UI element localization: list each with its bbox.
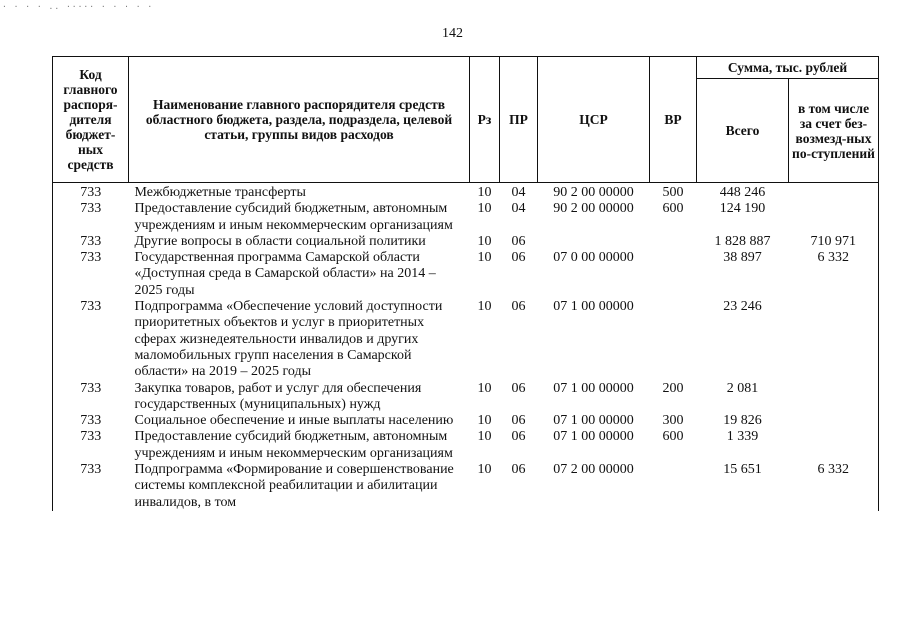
cell-csr: 07 1 00 00000 [553, 299, 634, 315]
table-row [53, 381, 879, 414]
cell-rz: 10 [477, 185, 492, 200]
cell-code: 733 [53, 429, 129, 462]
cell-csr: 90 2 00 00000 [553, 201, 634, 217]
cell-vr: 600 [662, 429, 684, 445]
cell-incl [789, 183, 879, 202]
cell-pr: 06 [511, 413, 526, 429]
cell-incl [789, 381, 879, 414]
cell-rz: 10 [477, 201, 492, 217]
header-csr: ЦСР [538, 57, 650, 183]
table-header [53, 57, 879, 183]
cell-incl [789, 299, 879, 380]
cell-name: Предоставление субсидий бюджетным, автономным учреждениям и иным некоммерческим организациям [134, 201, 453, 233]
cell-name: Подпрограмма «Обеспечение условий доступности приоритетных объектов и услуг в приоритетных сферах жизнедеятельности инвалидов и других маломобильных групп населения в Самарской области» на 2019 – 2025 годы [134, 299, 443, 380]
scan-marks: · · · · .. ····· · · · · · [2, 2, 154, 11]
cell-code: 733 [53, 413, 129, 429]
cell-csr: 07 1 00 00000 [553, 429, 634, 445]
cell-incl [789, 201, 879, 234]
cell-csr: 07 2 00 00000 [553, 462, 634, 478]
cell-vr: 200 [662, 380, 684, 396]
table-row [53, 413, 879, 429]
table-row [53, 429, 879, 462]
cell-incl [789, 413, 879, 429]
header-total: Всего [697, 79, 789, 183]
cell-pr: 06 [511, 429, 526, 445]
header-name: Наименование главного распорядителя средств областного бюджета, раздела, подраздела, целевой статьи, группы видов расходов [129, 57, 470, 183]
header-sum-group: Сумма, тыс. рублей [697, 57, 879, 79]
cell-vr [650, 250, 697, 299]
cell-pr: 06 [511, 299, 526, 315]
cell-code: 733 [53, 250, 129, 299]
cell-pr: 06 [511, 380, 526, 396]
table-row [53, 250, 879, 299]
cell-vr [650, 234, 697, 250]
cell-total: 19 826 [723, 413, 762, 429]
cell-code: 733 [53, 201, 129, 234]
cell-csr: 90 2 00 00000 [553, 185, 634, 200]
cell-code: 733 [53, 381, 129, 414]
cell-name: Предоставление субсидий бюджетным, автономным учреждениям и иным некоммерческим организациям [134, 429, 453, 461]
table-row [53, 299, 879, 380]
cell-pr: 04 [511, 185, 526, 200]
cell-pr: 06 [511, 250, 526, 266]
cell-name: Межбюджетные трансферты [134, 185, 306, 200]
cell-vr [650, 462, 697, 511]
cell-code: 733 [53, 299, 129, 380]
cell-name: Другие вопросы в области социальной политики [134, 233, 426, 249]
cell-vr: 500 [662, 185, 684, 200]
cell-total: 448 246 [719, 185, 766, 200]
cell-vr: 300 [662, 413, 684, 429]
cell-pr: 06 [511, 462, 526, 478]
cell-vr: 600 [662, 201, 684, 217]
table-row [53, 183, 879, 202]
cell-csr: 07 1 00 00000 [553, 413, 634, 429]
cell-total: 2 081 [726, 380, 759, 396]
cell-incl: 6 332 [789, 250, 879, 299]
cell-rz: 10 [477, 299, 492, 315]
page-number: 142 [442, 26, 463, 41]
cell-csr [538, 234, 650, 250]
cell-incl: 710 971 [789, 234, 879, 250]
cell-name: Закупка товаров, работ и услуг для обеспечения государственных (муниципальных) нужд [134, 380, 422, 412]
cell-code: 733 [53, 462, 129, 511]
cell-name: Государственная программа Самарской области «Доступная среда в Самарской области» на 2014 – 2025 годы [134, 250, 436, 298]
cell-code: 733 [53, 183, 129, 202]
cell-name: Подпрограмма «Формирование и совершенствование системы комплексной реабилитации и абилитации инвалидов, в том [134, 462, 454, 510]
table-row [53, 462, 879, 511]
header-pr: ПР [500, 57, 538, 183]
cell-total: 23 246 [723, 299, 762, 315]
cell-rz: 10 [477, 429, 492, 445]
cell-rz: 10 [477, 233, 492, 249]
table-row [53, 234, 879, 250]
cell-csr: 07 0 00 00000 [553, 250, 634, 266]
header-code: Код главного распоря-дителя бюджет-ных средств [53, 57, 129, 183]
budget-table [52, 56, 879, 511]
cell-code: 733 [53, 234, 129, 250]
cell-incl [789, 429, 879, 462]
cell-total: 1 828 887 [714, 233, 771, 249]
cell-rz: 10 [477, 380, 492, 396]
cell-rz: 10 [477, 413, 492, 429]
header-incl: в том числе за счет без-возмезд-ных по-ступлений [789, 79, 879, 183]
cell-pr: 06 [511, 233, 526, 249]
header-vr: ВР [650, 57, 697, 183]
cell-rz: 10 [477, 250, 492, 266]
table-body [53, 183, 879, 511]
cell-vr [650, 299, 697, 380]
cell-name: Социальное обеспечение и иные выплаты населению [134, 413, 454, 429]
cell-total: 38 897 [723, 250, 762, 266]
cell-incl: 6 332 [789, 462, 879, 511]
cell-total: 15 651 [723, 462, 762, 478]
cell-csr: 07 1 00 00000 [553, 380, 634, 396]
cell-rz: 10 [477, 462, 492, 478]
header-rz: Рз [470, 57, 500, 183]
cell-total: 1 339 [726, 429, 759, 445]
cell-pr: 04 [511, 201, 526, 217]
cell-total: 124 190 [719, 201, 766, 217]
table-row [53, 201, 879, 234]
